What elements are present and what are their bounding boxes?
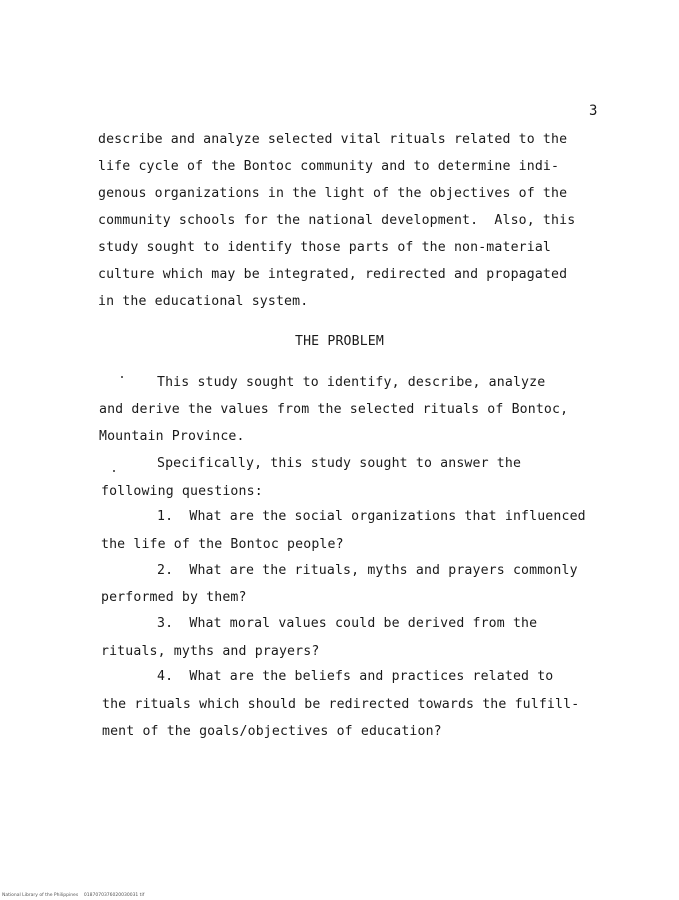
scan-speck — [113, 470, 115, 472]
scan-speck — [121, 376, 123, 378]
scan-footer: National Library of the Philippines 0187070376020030031 tif — [2, 893, 145, 898]
question-line: 1. What are the social organizations that influenced — [157, 509, 586, 524]
question-line: rituals, myths and prayers? — [101, 644, 320, 659]
intro-line: community schools for the national development. Also, this — [98, 213, 576, 228]
question-line: performed by them? — [101, 590, 247, 605]
section-heading: THE PROBLEM — [295, 334, 384, 349]
question-line: ment of the goals/objectives of education? — [102, 724, 442, 739]
question-line: the rituals which should be redirected towards the fulfill- — [102, 697, 580, 712]
intro-line: describe and analyze selected vital rituals related to the — [98, 132, 568, 147]
problem-line: This study sought to identify, describe, analyze — [157, 375, 546, 390]
question-line: the life of the Bontoc people? — [101, 537, 344, 552]
intro-line: in the educational system. — [98, 294, 309, 309]
intro-line: culture which may be integrated, redirected and propagated — [98, 267, 568, 282]
intro-line: genous organizations in the light of the objectives of the — [98, 186, 568, 201]
intro-line: life cycle of the Bontoc community and to determine indi- — [98, 159, 560, 174]
specific-line: Specifically, this study sought to answer the — [157, 456, 522, 471]
problem-line: and derive the values from the selected rituals of Bontoc, — [99, 402, 569, 417]
specific-line: following questions: — [101, 484, 263, 499]
problem-line: Mountain Province. — [99, 429, 245, 444]
question-line: 3. What moral values could be derived from the — [157, 616, 538, 631]
intro-line: study sought to identify those parts of the non-material — [98, 240, 552, 255]
question-line: 2. What are the rituals, myths and prayers commonly — [157, 563, 578, 578]
page-number: 3 — [589, 103, 598, 119]
question-line: 4. What are the beliefs and practices related to — [157, 669, 554, 684]
